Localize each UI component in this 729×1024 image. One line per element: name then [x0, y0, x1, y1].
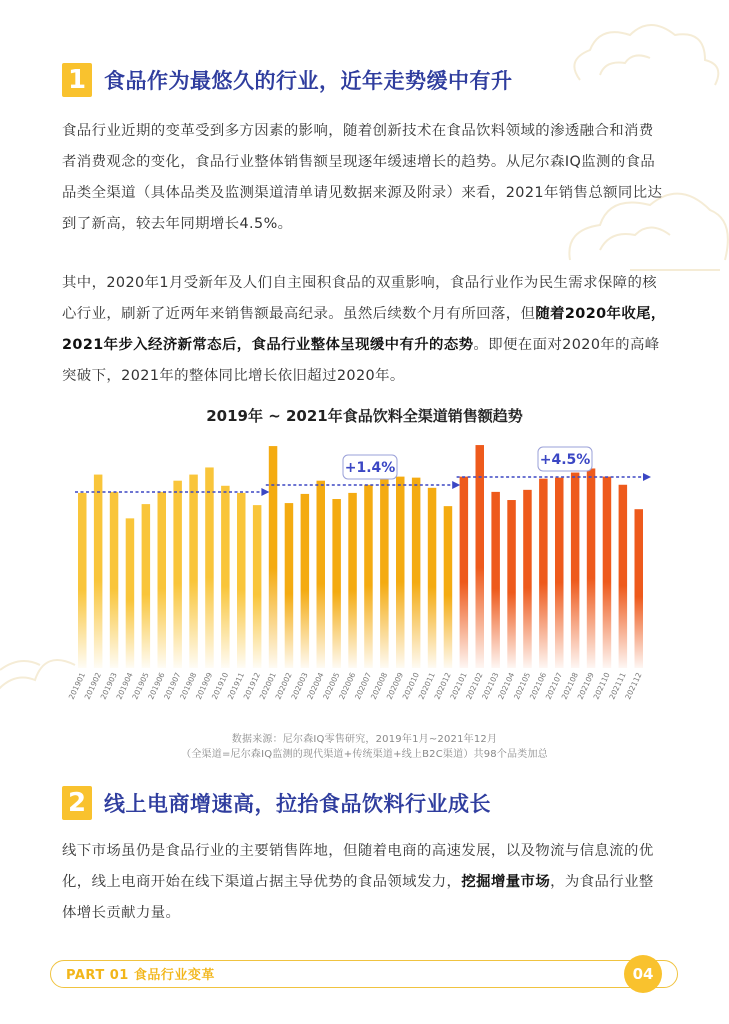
chart-x-tick-label: 201902	[82, 671, 103, 701]
chart-x-tick-label: 202103	[480, 671, 501, 701]
paragraph-text: 线下市场虽仍是食品行业的主要销售阵地，但随着电商的高速发展，以及物流与信息流的优化，线上电商开始在线下渠道占据主导优势的食品领域发力，	[62, 843, 654, 890]
chart-bar	[507, 500, 516, 668]
section-title: 线上电商增速高，拉抬食品饮料行业成长	[104, 792, 491, 816]
chart-bar	[587, 468, 596, 668]
paragraph-emphasis: 挖掘增量市场	[461, 874, 551, 890]
chart-x-tick-label: 202006	[337, 671, 358, 701]
chart-x-tick-label: 202106	[527, 671, 549, 701]
chart-x-tick-label: 202107	[543, 671, 565, 701]
trend-arrow-head	[452, 481, 460, 489]
section-number-badge: 1	[62, 63, 92, 97]
section-2-header	[62, 786, 491, 820]
chart-bar	[126, 518, 135, 668]
chart-x-tick-label: 202111	[607, 671, 628, 701]
chart-bar	[412, 478, 421, 668]
chart-x-tick-label: 202003	[289, 671, 310, 701]
chart-bar	[539, 479, 548, 668]
chart-x-tick-label: 202104	[496, 671, 517, 701]
chart-bar	[476, 445, 485, 668]
chart-x-tick-label: 202002	[273, 671, 294, 701]
chart-bar	[332, 499, 341, 668]
chart-bar	[94, 475, 103, 668]
chart-bar	[237, 493, 246, 668]
chart-x-tick-label: 202010	[400, 671, 421, 701]
chart-x-tick-label: 201910	[209, 671, 231, 701]
paragraph-text: 。即便在面对2020年的高峰突破下，2021年的整体同比增长依旧超过2020年。	[62, 337, 660, 384]
chart-bar	[380, 479, 389, 668]
chart-bar	[78, 493, 87, 668]
chart-bar	[269, 446, 278, 668]
chart-bar	[317, 481, 326, 668]
chart-x-tick-label: 202101	[448, 671, 469, 701]
chart-x-tick-label: 202012	[432, 671, 453, 701]
chart-x-tick-label: 202007	[353, 671, 374, 701]
chart-bar	[364, 485, 373, 668]
cloud-decoration-top-right	[560, 20, 729, 100]
chart-x-tick-label: 202109	[575, 671, 596, 701]
chart-x-tick-label: 202005	[321, 671, 342, 701]
chart-x-tick-label: 201912	[241, 671, 262, 701]
chart-x-tick-label: 201904	[114, 671, 135, 701]
chart-bar	[110, 492, 119, 668]
chart-bar	[460, 477, 469, 668]
chart-x-tick-label: 201906	[146, 671, 167, 701]
paragraph-text: 其中，2020年1月受新年及人们自主囤积食品的双重影响，食品行业作为民生需求保障的核心行业，刷新了近两年来销售额最高纪录。虽然后续数个月有所回落，但	[62, 275, 658, 322]
chart-x-tick-label: 202112	[623, 671, 644, 701]
chart-x-tick-label: 201901	[66, 671, 88, 701]
chart-x-tick-label: 202105	[512, 671, 533, 701]
chart-x-tick-label: 201911	[225, 671, 247, 701]
section-number-badge: 2	[62, 786, 92, 820]
chart-x-tick-label: 202102	[464, 671, 485, 701]
footer-part-label: PART 01 食品行业变革	[66, 968, 215, 983]
chart-x-tick-label: 202004	[305, 671, 326, 701]
chart-bar	[142, 504, 151, 668]
chart-x-tick-label: 202108	[559, 671, 580, 701]
chart-bar	[491, 492, 500, 668]
chart-bar	[619, 485, 628, 668]
chart-bar	[444, 506, 453, 668]
chart-bar	[555, 478, 564, 668]
chart-source-line-1: 数据来源：尼尔森IQ零售研究，2019年1月~2021年12月	[231, 734, 498, 745]
chart-x-tick-label: 202009	[384, 671, 406, 701]
chart-x-tick-label: 201903	[98, 671, 119, 701]
chart-title: 2019年 ~ 2021年食品饮料全渠道销售额趋势	[206, 407, 523, 425]
growth-label: +4.5%	[539, 452, 591, 468]
trend-arrow-head	[643, 473, 651, 481]
chart-x-tick-label: 202008	[368, 671, 390, 701]
chart-bar	[253, 505, 262, 668]
chart-x-tick-label: 202001	[257, 671, 278, 701]
chart-x-tick-label: 201905	[130, 671, 151, 701]
chart-bar	[285, 503, 294, 668]
chart-bar	[158, 492, 167, 668]
chart-bar	[523, 490, 532, 668]
chart-x-tick-label: 202110	[591, 671, 612, 701]
chart-bar	[173, 481, 182, 668]
chart-bar	[189, 475, 198, 668]
section-2-paragraph	[62, 836, 668, 929]
chart-x-tick-label: 201909	[194, 671, 215, 701]
section-title: 食品作为最悠久的行业，近年走势缓中有升	[104, 69, 513, 93]
chart-bar	[301, 494, 310, 668]
chart-bar	[635, 509, 644, 668]
section-1-paragraph-1: 食品行业近期的变革受到多方因素的影响，随着创新技术在食品饮料领域的渗透融合和消费者消费观念的变化，食品行业整体销售额呈现逐年缓速增长的趋势。从尼尔森IQ监测的食品品类全渠道（具体品类及监测渠道清单请见数据来源及附录）来看，2021年销售总额同比达到了新高，较去年同期增长4.5%。	[62, 123, 663, 232]
chart-x-tick-label: 201908	[178, 671, 199, 701]
chart-x-tick-label: 202011	[416, 671, 437, 701]
page-number: 04	[624, 955, 662, 993]
chart-bar	[571, 473, 580, 668]
chart-bar	[603, 477, 612, 668]
chart-bar	[205, 467, 214, 668]
section-1-header	[62, 63, 513, 97]
chart-bar	[221, 486, 230, 668]
paragraph-text: ，为食品行业整体增长贡献力量。	[62, 874, 654, 921]
chart-source-line-2: （全渠道=尼尔森IQ监测的现代渠道+传统渠道+线上B2C渠道）共98个品类加总	[181, 749, 548, 760]
growth-label: +1.4%	[344, 460, 396, 476]
chart-bar	[396, 477, 405, 668]
chart-x-tick-label: 201907	[162, 671, 183, 701]
section-1-paragraph-2	[62, 268, 668, 392]
chart-bar	[428, 488, 437, 668]
paragraph-emphasis: 随着2020年收尾，2021年步入经济新常态后，食品行业整体呈现缓中有升的态势	[62, 306, 666, 353]
trend-arrow-head	[261, 488, 269, 496]
chart-bar	[348, 493, 357, 668]
sales-trend-bar-chart	[66, 440, 660, 730]
